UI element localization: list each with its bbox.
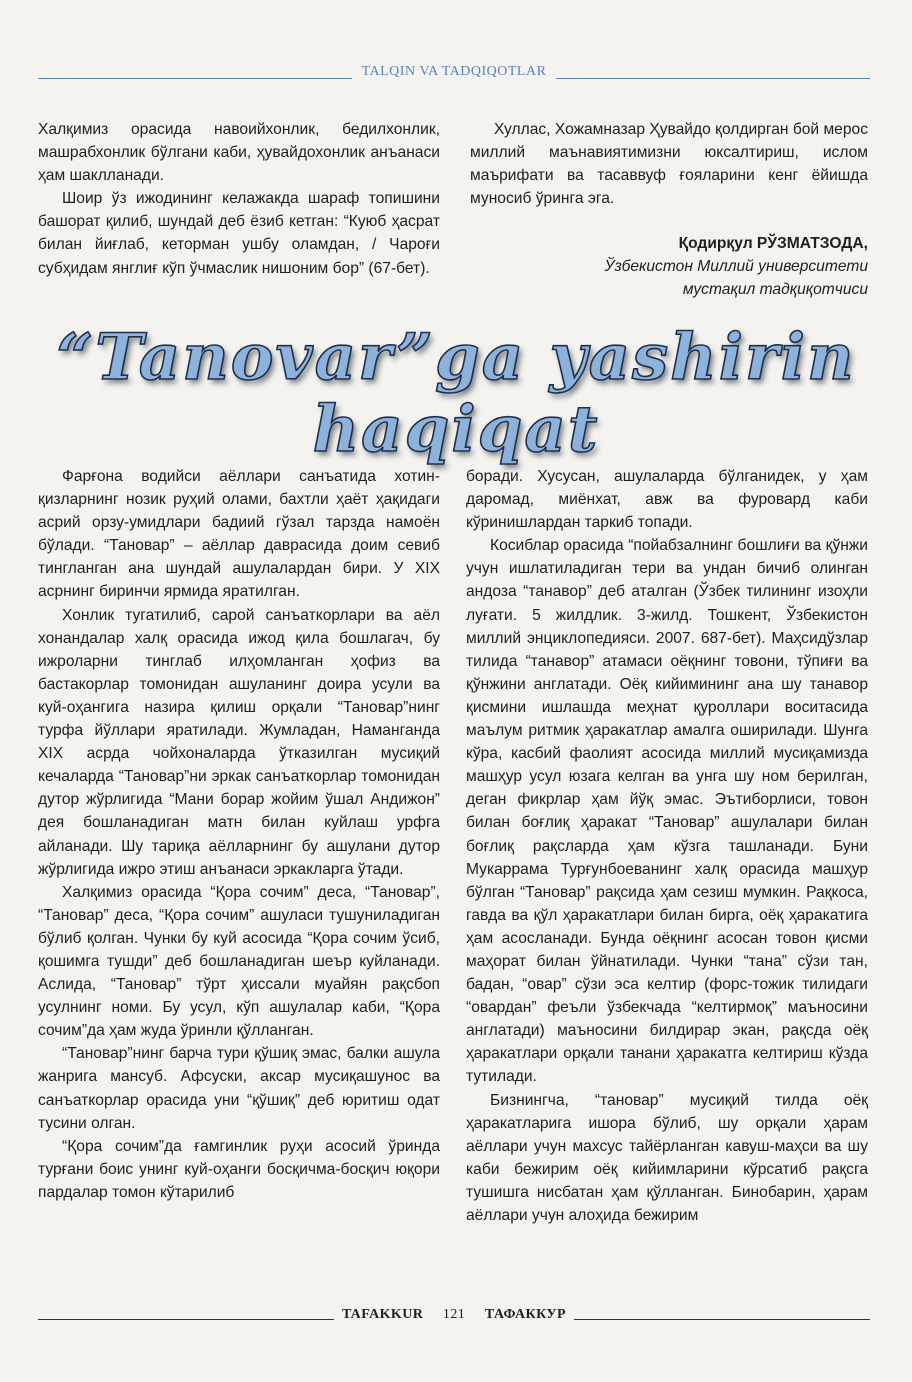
- paragraph: Фарғона водийси аёллари санъатида хотин-қизларнинг нозик руҳий олами, бахтли ҳаёт ҳақидаги асрий орзу-умидлари бадиий гўзал тарзда намоён бўлади. “Тановар” – аёллар даврасида доим севиб тингланган ана шундай ашулалардан бири. У XIX асрнинг биринчи ярмида яратилган.: [38, 468, 440, 601]
- paragraph: Шоир ўз ижодининг келажакда шараф топишини башорат қилиб, шундай деб ёзиб кетган: “Куюб ҳасрат билан йиғлаб, кеторман ушбу оламдан, / Чароғи субҳидам янглиғ кўп ўчмаслик нишоним бор” (67-бет).: [38, 190, 440, 277]
- author-signature: [470, 232, 868, 301]
- article-right-column: [466, 465, 868, 1227]
- paragraph: Бизнингча, “тановар” мусиқий тилда оёқ ҳаракатларига ишора бўлиб, шу орқали ҳарам аёллари учун махсус тайёрланган кавуш-маҳси ва шу каби бежирим оёқ кийимларини кўрсатиб рақсга тушишга нисбатан ҳам қўлланган. Бинобарин, ҳарам аёллари учун алоҳида бежирим: [466, 1091, 868, 1224]
- article-title-line-2: haqiqat: [312, 392, 600, 467]
- author-name: Қодирқул РЎЗМАТЗОДА,: [678, 235, 868, 252]
- paragraph: Хонлик тугатилиб, сарой санъаткорлари ва аёл хонандалар халқ орасида ижод қила бошлагач, бу ижроларни тинглаб илҳомланган ҳофиз ва бастакорлар томонидан ашуланинг доира усули ва куй-оҳангига назира қилиш орқали “Тановар”нинг турфа йўллари яратилади. Жумладан, Наманганда XIX асрда чойхоналарда ўтказилган мусиқий кечаларда “Тановар”ни эркак санъаткорлар томонидан дутор жўрлигида “Мани борар жойим ўшал Андижон” дея бошланадиган матн билан куйлаш урфга айланади. Шу тариқа аёлларнинг бу ашулани дутор жўрлигида ижро этиш анъанаси эркакларга ўтади.: [38, 606, 440, 878]
- footer-magazine-latin: TAFAKKUR: [341, 1307, 424, 1322]
- article-title-line-1: “Tanovar”ga yashirin: [56, 320, 856, 395]
- page-number: 121: [435, 1307, 473, 1322]
- paragraph: Халқимиз орасида навоийхонлик, бедилхонлик, машрабхонлик бўлгани каби, ҳувайдохонлик анъанаси ҳам шаклланади.: [38, 121, 440, 185]
- article-title: [0, 322, 912, 466]
- paragraph: Халқимиз орасида “Қора сочим” деса, “Тановар”, “Тановар” деса, “Қора сочим” ашуласи тушуниладиган бўлиб қолган. Чунки бу куй асосида “Қора сочим ўсиб, қошимга тушди” деб бошланадиган шеър куйланади. Аслида, “Тановар” тўрт ҳиссали муайян рақсбоп усулнинг номи. Бу усул, кўп ашулалар каби, “Қора сочим”да ҳам жуда ўринли қўлланган.: [38, 883, 440, 1040]
- paragraph: Хуллас, Хожамназар Ҳувайдо қолдирган бой мерос миллий маънавиятимизни юксалтириш, ислом маърифати ва тасаввуф ғояларини кенг ёйишда муносиб ўринга эга.: [470, 121, 868, 208]
- author-affiliation: Ўзбекистон Миллий университети: [604, 258, 868, 275]
- author-position: мустақил тадқиқотчиси: [682, 281, 868, 298]
- running-header: [38, 62, 870, 86]
- paragraph: боради. Хусусан, ашулаларда бўлганидек, у ҳам даромад, миёнхат, авж ва фуровард каби кўринишлардан таркиб топади.: [466, 468, 868, 532]
- section-title: TALQIN VA TADQIQOTLAR: [352, 64, 557, 79]
- paragraph: “Тановар”нинг барча тури қўшиқ эмас, балки ашула жанрига мансуб. Афсуски, аксар мусиқашунос ва санъаткорлар орасида уни “қўшиқ” деб юритиш одат тусини олган.: [38, 1045, 440, 1132]
- article-left-column: [38, 465, 440, 1204]
- previous-article-right-column: [470, 118, 868, 210]
- paragraph: “Қора сочим”да ғамгинлик руҳи асосий ўринда турғани боис унинг куй-оҳанги босқичма-босқич юқори пардалар томон кўтарилиб: [38, 1137, 440, 1201]
- previous-article-left-column: [38, 118, 440, 280]
- page-footer: [38, 1305, 870, 1329]
- paragraph: Косиблар орасида “пойабзалнинг бошлиғи ва қўнжи учун ишлатиладиган тери ва ундан бичиб олинган андоза “танавор” деб аталган (Ўзбек тилининг изоҳли луғати. 5 жилдлик. 3-жилд. Тошкент, Ўзбекистон миллий энциклопедияси. 2007. 687-бет). Маҳсидўзлар тилида “танавор” атамаси оёқнинг товони, тўпиғи ва қўнжини англатади. Оёқ кийимининг ана шу танавор қисмини ишлашда меҳнат қуроллари воситасида маълум ритмик ҳаракатлар амалга оширилади. Шунга кўра, касбий фаолият асосида миллий мусиқамизда машҳур усул юзага келган ва унга шу ном берилган, деган фикрлар ҳам йўқ эмас. Эътиборлиси, товон билан боғлиқ ҳаракат “Тановар” ашулалари билан боғлиқ рақсларда ҳам кўзга ташланади. Буни Мукаррама Турғунбоеванинг халқ орасида машҳур бўлган “Тановар” рақсида ҳам сезиш мумкин. Рақкоса, гавда ва қўл ҳаракатлари билан бирга, оёқ ҳаракатига ҳам асосланади. Бунда оёқнинг асосан товон қисми маҳорат билан ўйнатилади. Чунки “тана” сўзи тан, бадан, “овар” сўзи эса келтир (форс-тожик тилидаги “овардан” феъли ўзбекчада “келтирмоқ” маъносини англатади) маъносини билдирар экан, рақсда оёқ ҳаракатлари орқали танани ҳаракатга келтириш кўзда тутилади.: [466, 537, 868, 1086]
- footer-magazine-cyrillic: ТАФАККУР: [484, 1307, 566, 1322]
